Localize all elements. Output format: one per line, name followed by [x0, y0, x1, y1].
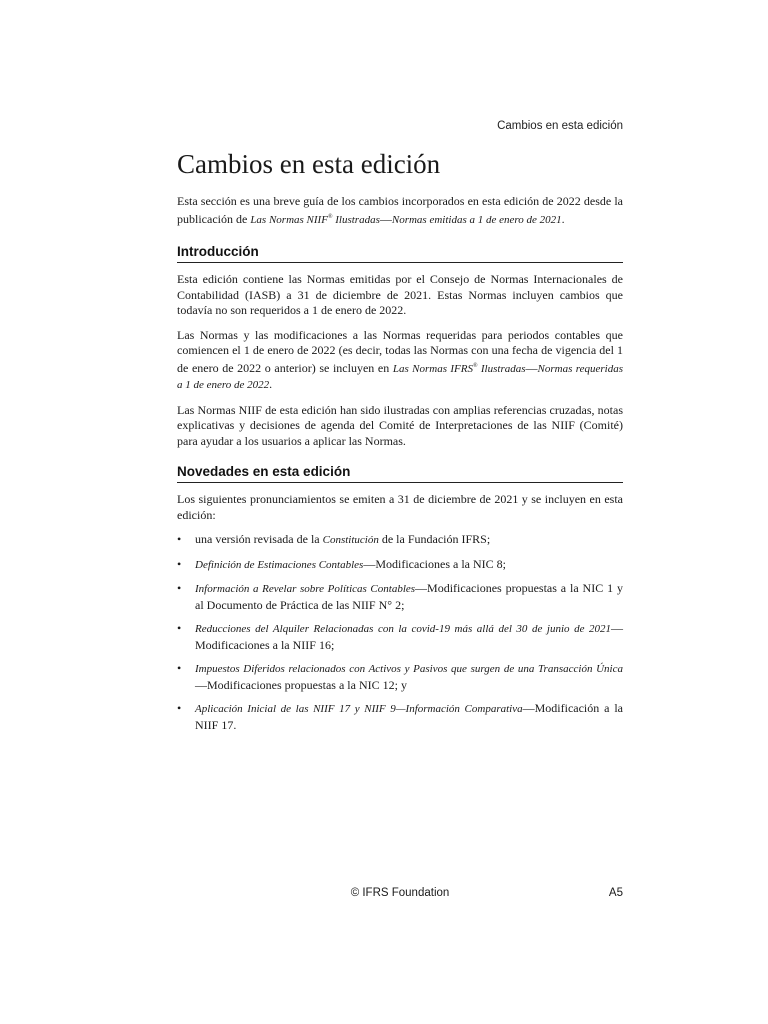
bullet-icon: • [177, 621, 182, 635]
running-header: Cambios en esta edición [497, 120, 623, 132]
paragraph: Las Normas y las modificaciones a las Normas requeridas para periodos contables que comiencen el 1 de enero de 2022 (es decir, todas las Normas con una fecha de vigencia del 1 de enero de 2022 o anterior) se incluyen en Las Normas IFRS® Ilustradas—Normas requeridas a 1 de enero de 2022. [177, 327, 623, 391]
page-title: Cambios en esta edición [177, 149, 441, 179]
section-heading-introduccion: Introducción [177, 244, 623, 263]
bullet-icon: • [177, 556, 182, 571]
list-item: • una versión revisada de la Constitución de la Fundación IFRS; [177, 532, 491, 546]
paragraph: Las Normas NIIF de esta edición han sido ilustradas con amplias referencias cruzadas, notas explicativas y decisiones de agenda del Comité de Interpretaciones de las NIIF (Comité) para ayudar a los usuarios a aplicar las Normas. [177, 402, 623, 448]
bullet-icon: • [177, 661, 182, 675]
list-item: • Reducciones del Alquiler Relacionadas con la covid-19 más allá del 30 de junio de 2021—Modificaciones a la NIIF 16; [177, 621, 623, 652]
bullet-icon: • [177, 701, 182, 715]
copyright-notice: © IFRS Foundation [350, 887, 450, 899]
list-item: • Aplicación Inicial de las NIIF 17 y NIIF 9—Información Comparativa—Modificación a la NIIF 17. [177, 701, 623, 732]
paragraph: Los siguientes pronunciamientos se emiten a 31 de diciembre de 2021 y se incluyen en esta edición: [177, 492, 623, 522]
section-heading-novedades: Novedades en esta edición [177, 464, 623, 483]
list-item: • Definición de Estimaciones Contables—Modificaciones a la NIC 8; [177, 556, 506, 571]
page-content [177, 148, 623, 748]
page-number: A5 [608, 887, 623, 899]
intro-paragraph: Esta sección es una breve guía de los cambios incorporados en esta edición de 2022 desde la publicación de Las Normas NIIF® Ilustradas—Normas emitidas a 1 de enero de 2021. [177, 194, 623, 226]
page-footer [177, 887, 623, 903]
paragraph: Esta edición contiene las Normas emitidas por el Consejo de Normas Internacionales de Contabilidad (IASB) a 31 de diciembre de 2021. Estas Normas incluyen cambios que todavía no son requeridos a 1 de enero de 2022. [177, 272, 623, 317]
section-introduccion [177, 244, 623, 449]
list-item: • Información a Revelar sobre Políticas Contables—Modificaciones propuestas a la NIC 1 y al Documento de Práctica de las NIIF N° 2; [177, 581, 623, 612]
list-item: • Impuestos Diferidos relacionados con Activos y Pasivos que surgen de una Transacción Única—Modificaciones propuestas a la NIC 12; y [177, 661, 623, 692]
bullet-icon: • [177, 532, 182, 546]
bullet-icon: • [177, 581, 182, 595]
section-novedades [177, 464, 623, 733]
pronouncements-list [177, 532, 623, 733]
